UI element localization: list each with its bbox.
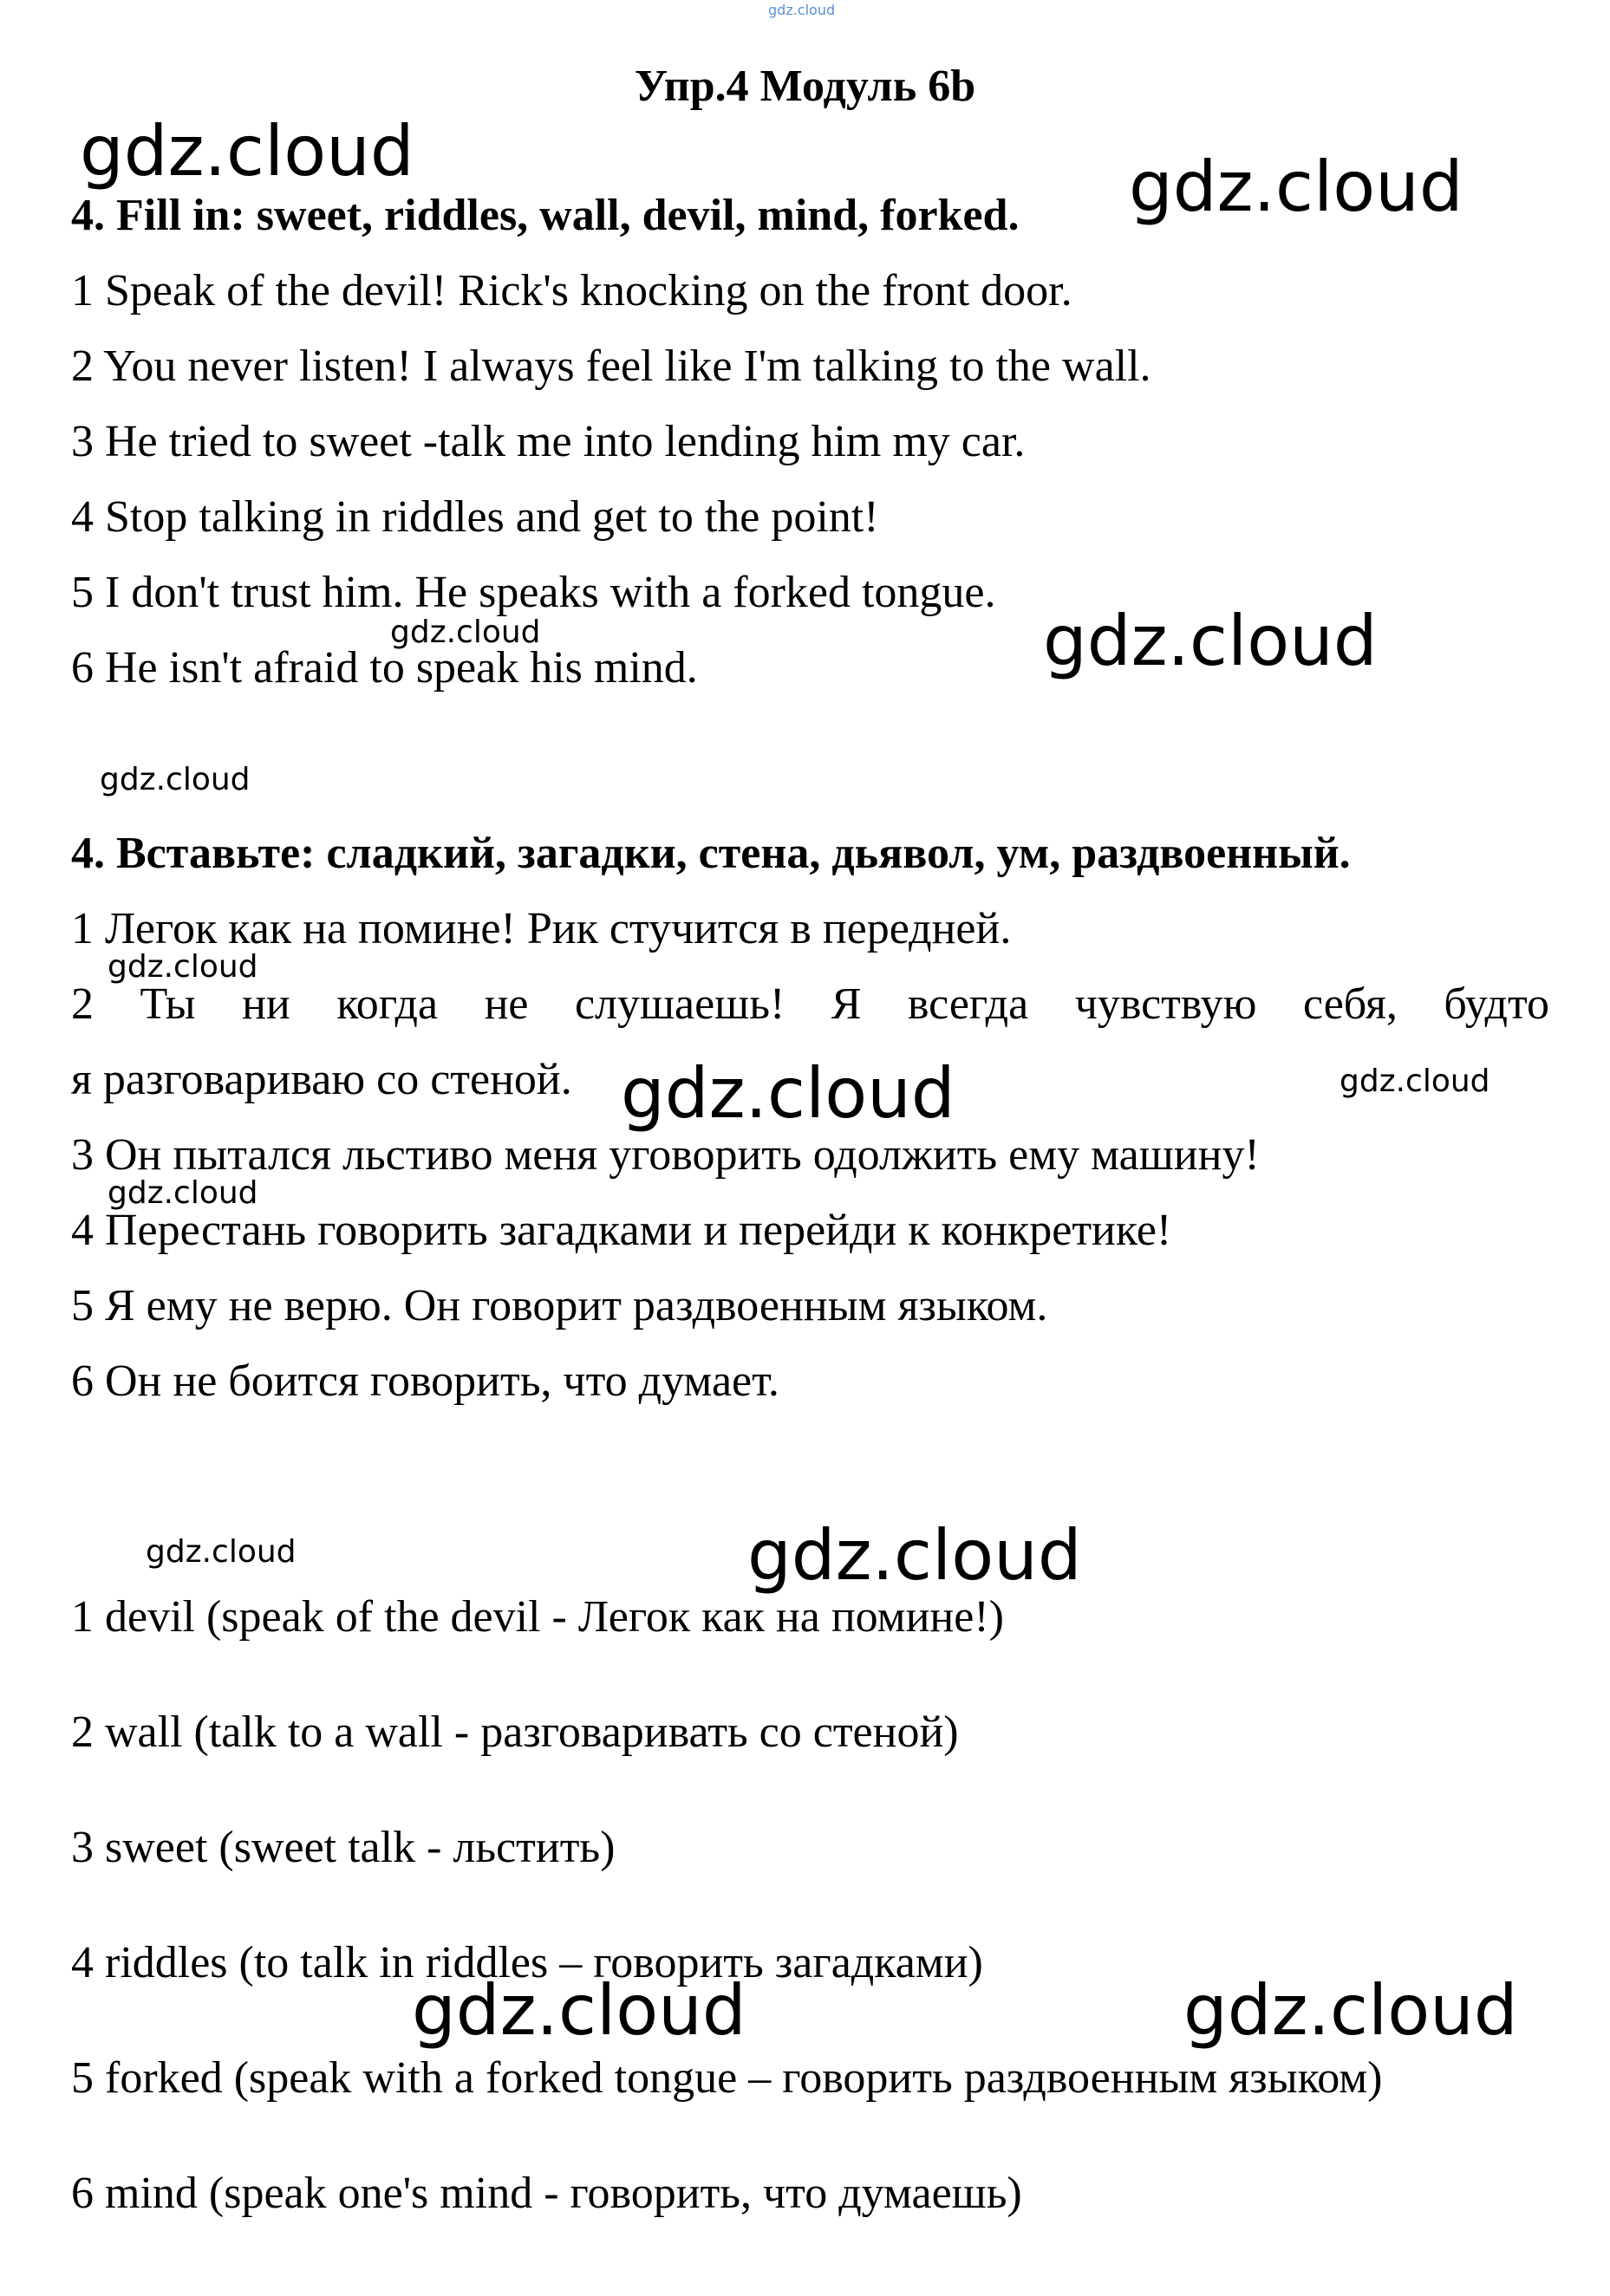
russian-item-2-word: Я [831,979,862,1029]
russian-item-2-word: не [484,979,529,1029]
english-item-3: 3 He tried to sweet -talk me into lending him my car. [71,417,1026,466]
answer-1: 1 devil (speak of the devil - Легок как на помине!) [71,1592,1004,1642]
watermark: gdz.cloud [146,1534,297,1570]
russian-item-2-word: 2 [71,979,94,1029]
russian-heading: 4. Вставьте: сладкий, загадки, стена, дьявол, ум, раздвоенный. [71,829,1351,878]
russian-item-2-word: ни [242,979,290,1029]
page-title: Упр.4 Модуль 6b [634,62,976,111]
russian-item-1: 1 Легок как на помине! Рик стучится в передней. [71,904,1012,953]
russian-item-6: 6 Он не боится говорить, что думает. [71,1356,779,1406]
answer-5: 5 forked (speak with a forked tongue – говорить раздвоенным языком) [71,2053,1383,2103]
russian-item-2-word: слушаешь! [574,979,785,1029]
watermark: gdz.cloud [108,1175,258,1211]
answer-2: 2 wall (talk to a wall - разговаривать со стеной) [71,1707,959,1757]
answer-3: 3 sweet (sweet talk - льстить) [71,1823,616,1872]
russian-item-4: 4 Перестань говорить загадками и перейди к конкретике! [71,1206,1172,1255]
russian-item-2-word: будто [1444,979,1550,1029]
watermark: gdz.cloud [1043,601,1378,681]
english-item-4: 4 Stop talking in riddles and get to the point! [71,492,879,542]
russian-item-2 [71,977,1549,1032]
russian-item-2-word: себя, [1302,979,1398,1029]
russian-item-2-word: когда [336,979,439,1029]
watermark: gdz.cloud [747,1515,1082,1596]
russian-item-5: 5 Я ему не верю. Он говорит раздвоенным языком. [71,1281,1048,1330]
english-item-2: 2 You never listen! I always feel like I'm talking to the wall. [71,341,1151,391]
watermark: gdz.cloud [412,1970,746,2051]
watermark: gdz.cloud [1339,1063,1490,1099]
watermark: gdz.cloud [1129,146,1463,227]
english-item-6: 6 He isn't afraid to speak his mind. [71,643,698,693]
watermark: gdz.cloud [1183,1970,1518,2051]
russian-item-2-word: чувствую [1074,979,1257,1029]
russian-item-2-word: всегда [907,979,1029,1029]
english-item-5: 5 I don't trust him. He speaks with a forked tongue. [71,568,996,617]
answer-6: 6 mind (speak one's mind - говорить, что думаешь) [71,2169,1022,2218]
english-heading: 4. Fill in: sweet, riddles, wall, devil, mind, forked. [71,191,1020,240]
watermark: gdz.cloud [108,949,258,985]
top-watermark: gdz.cloud [768,2,836,18]
english-item-1: 1 Speak of the devil! Rick's knocking on the front door. [71,266,1072,315]
watermark: gdz.cloud [390,615,541,650]
watermark: gdz.cloud [621,1053,955,1134]
russian-item-2-continued: я разговариваю со стеной. [71,1055,572,1104]
watermark: gdz.cloud [100,762,251,797]
answer-4: 4 riddles (to talk in riddles – говорить загадками) [71,1938,983,1987]
watermark: gdz.cloud [80,111,414,192]
russian-item-2-word: Ты [140,979,196,1029]
russian-item-3: 3 Он пытался льстиво меня уговорить одолжить ему машину! [71,1130,1260,1180]
